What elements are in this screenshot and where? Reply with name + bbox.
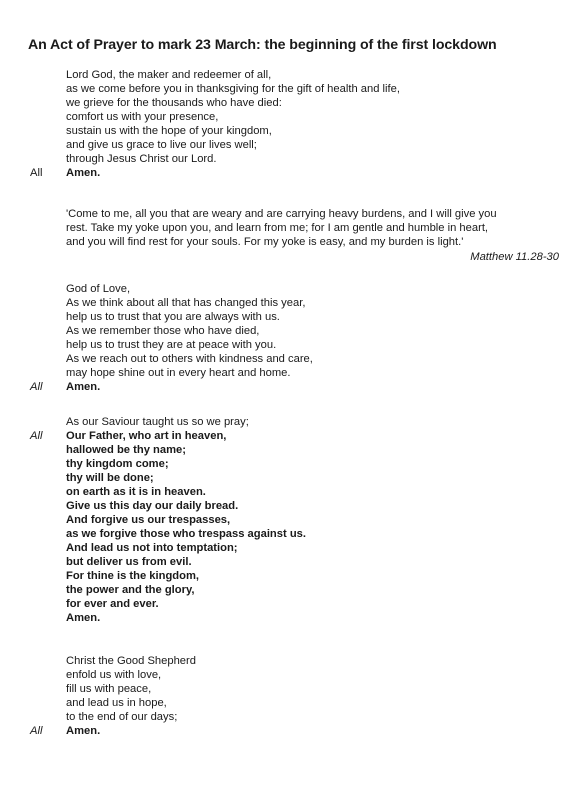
response-label: All	[30, 430, 43, 442]
prayer-line: As we reach out to others with kindness and care,	[66, 353, 313, 365]
prayer-line: help us to trust that you are always with us.	[66, 311, 280, 323]
response-amen: Amen.	[66, 725, 101, 737]
prayer-line: the power and the glory,	[66, 584, 195, 596]
prayer-line: and give us grace to live our lives well;	[66, 139, 257, 151]
prayer-line: Lord God, the maker and redeemer of all,	[66, 69, 272, 81]
prayer-line: through Jesus Christ our Lord.	[66, 153, 217, 165]
scripture-passage	[66, 207, 564, 249]
opening-prayer	[0, 68, 583, 180]
response-amen: Amen.	[66, 381, 101, 393]
prayer-line: as we forgive those who trespass against us.	[66, 528, 306, 540]
lords-prayer-intro: As our Saviour taught us so we pray;	[66, 416, 249, 428]
prayer-line: as we come before you in thanksgiving for the gift of health and life,	[66, 83, 400, 95]
prayer-line: to the end of our days;	[66, 711, 178, 723]
prayer-line: hallowed be thy name;	[66, 444, 186, 456]
prayer-line: God of Love,	[66, 283, 131, 295]
scripture-line: 'Come to me, all you that are weary and are carrying heavy burdens, and I will give you	[66, 208, 497, 220]
prayer-line: and lead us in hope,	[66, 697, 167, 709]
page-title: An Act of Prayer to mark 23 March: the beginning of the first lockdown	[28, 37, 497, 53]
response-amen: Amen.	[66, 167, 101, 179]
prayer-line: but deliver us from evil.	[66, 556, 192, 568]
closing-blessing	[0, 654, 583, 738]
scripture-line: and you will find rest for your souls. For my yoke is easy, and my burden is light.'	[66, 236, 464, 248]
prayer-line: Amen.	[66, 612, 101, 624]
prayer-line: we grieve for the thousands who have died:	[66, 97, 282, 109]
scripture-citation: Matthew 11.28-30	[470, 251, 559, 263]
scripture-line: rest. Take my yoke upon you, and learn from me; for I am gentle and humble in heart,	[66, 222, 489, 234]
prayer-line: Give us this day our daily bread.	[66, 500, 239, 512]
prayer-line: thy will be done;	[66, 472, 154, 484]
prayer-line: help us to trust they are at peace with you.	[66, 339, 277, 351]
lords-prayer	[0, 415, 583, 625]
prayer-line: may hope shine out in every heart and home.	[66, 367, 291, 379]
prayer-line: As we think about all that has changed this year,	[66, 297, 306, 309]
response-label: All	[30, 725, 43, 737]
prayer-line: And lead us not into temptation;	[66, 542, 238, 554]
prayer-god-of-love	[0, 282, 583, 394]
prayer-line: sustain us with the hope of your kingdom,	[66, 125, 272, 137]
prayer-line: Our Father, who art in heaven,	[66, 430, 227, 442]
prayer-line: fill us with peace,	[66, 683, 152, 695]
prayer-line: And forgive us our trespasses,	[66, 514, 231, 526]
prayer-line: comfort us with your presence,	[66, 111, 219, 123]
prayer-line: on earth as it is in heaven.	[66, 486, 206, 498]
prayer-line: enfold us with love,	[66, 669, 162, 681]
prayer-line: thy kingdom come;	[66, 458, 169, 470]
prayer-line: As we remember those who have died,	[66, 325, 260, 337]
prayer-line: For thine is the kingdom,	[66, 570, 200, 582]
response-label: All	[30, 167, 43, 179]
prayer-line: for ever and ever.	[66, 598, 159, 610]
response-label: All	[30, 381, 43, 393]
prayer-line: Christ the Good Shepherd	[66, 655, 196, 667]
